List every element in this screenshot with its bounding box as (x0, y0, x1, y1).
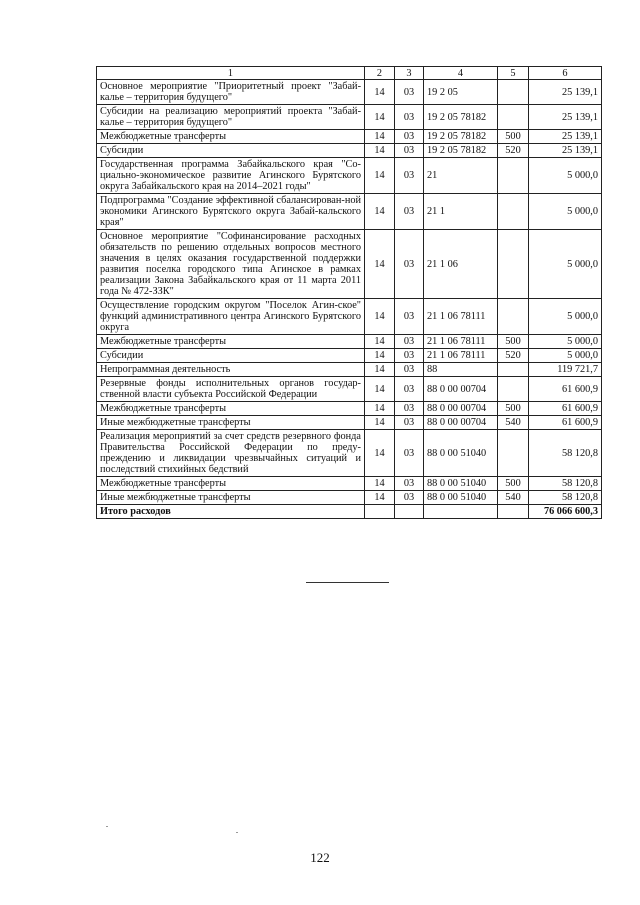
row-sum-cell: 5 000,0 (529, 230, 602, 299)
row-subsection-cell: 03 (395, 230, 424, 299)
row-subsection-cell: 03 (395, 299, 424, 335)
row-subsection-cell: 03 (395, 158, 424, 194)
header-col-6: 6 (529, 67, 602, 80)
row-name-cell: Осуществление городским округом "Поселок Агин-ское" функций административного центра Агинского Бурятского округа (97, 299, 365, 335)
row-expense-type-cell (498, 230, 529, 299)
row-sum-cell: 5 000,0 (529, 194, 602, 230)
table-row (97, 194, 602, 230)
row-target-code-cell: 21 1 06 78111 (424, 349, 498, 363)
row-subsection-cell: 03 (395, 335, 424, 349)
row-target-code-cell: 19 2 05 (424, 80, 498, 105)
total-empty-cell (365, 505, 395, 519)
row-expense-type-cell: 520 (498, 349, 529, 363)
row-section-cell: 14 (365, 363, 395, 377)
row-subsection-cell: 03 (395, 194, 424, 230)
row-subsection-cell: 03 (395, 430, 424, 477)
scan-speck (106, 826, 108, 827)
row-target-code-cell: 88 0 00 51040 (424, 430, 498, 477)
row-sum-cell: 5 000,0 (529, 335, 602, 349)
row-target-code-cell: 88 0 00 00704 (424, 377, 498, 402)
row-target-code-cell: 88 0 00 00704 (424, 416, 498, 430)
row-sum-cell: 61 600,9 (529, 416, 602, 430)
row-expense-type-cell: 500 (498, 402, 529, 416)
row-target-code-cell: 21 (424, 158, 498, 194)
row-subsection-cell: 03 (395, 363, 424, 377)
row-section-cell: 14 (365, 491, 395, 505)
row-expense-type-cell (498, 194, 529, 230)
row-sum-cell: 58 120,8 (529, 430, 602, 477)
row-expense-type-cell (498, 377, 529, 402)
row-expense-type-cell: 500 (498, 335, 529, 349)
row-section-cell: 14 (365, 377, 395, 402)
row-name-cell: Подпрограмма "Создание эффективной сбалансирован-ной экономики Агинского Бурятского округа Забай-кальского края" (97, 194, 365, 230)
row-subsection-cell: 03 (395, 402, 424, 416)
row-target-code-cell: 21 1 06 78111 (424, 335, 498, 349)
row-expense-type-cell (498, 363, 529, 377)
total-sum: 76 066 600,3 (529, 505, 602, 519)
row-target-code-cell: 88 (424, 363, 498, 377)
row-section-cell: 14 (365, 349, 395, 363)
row-section-cell: 14 (365, 194, 395, 230)
row-target-code-cell: 19 2 05 78182 (424, 105, 498, 130)
separator-line (306, 582, 389, 583)
table-row (97, 477, 602, 491)
row-expense-type-cell (498, 105, 529, 130)
row-target-code-cell: 88 0 00 00704 (424, 402, 498, 416)
table-header-row (97, 67, 602, 80)
header-col-4: 4 (424, 67, 498, 80)
row-subsection-cell: 03 (395, 105, 424, 130)
row-sum-cell: 25 139,1 (529, 80, 602, 105)
total-empty-cell (424, 505, 498, 519)
row-expense-type-cell (498, 299, 529, 335)
row-expense-type-cell (498, 430, 529, 477)
row-target-code-cell: 21 1 06 78111 (424, 299, 498, 335)
row-name-cell: Непрограммная деятельность (97, 363, 365, 377)
row-expense-type-cell: 520 (498, 144, 529, 158)
row-name-cell: Субсидии на реализацию мероприятий проекта "Забай-калье – территория будущего" (97, 105, 365, 130)
row-sum-cell: 5 000,0 (529, 158, 602, 194)
row-section-cell: 14 (365, 402, 395, 416)
row-name-cell: Субсидии (97, 144, 365, 158)
table-row (97, 80, 602, 105)
table-row (97, 349, 602, 363)
row-section-cell: 14 (365, 430, 395, 477)
row-section-cell: 14 (365, 230, 395, 299)
row-target-code-cell: 19 2 05 78182 (424, 130, 498, 144)
row-expense-type-cell: 500 (498, 130, 529, 144)
row-section-cell: 14 (365, 144, 395, 158)
table-row (97, 299, 602, 335)
row-sum-cell: 61 600,9 (529, 402, 602, 416)
table-row (97, 363, 602, 377)
row-name-cell: Резервные фонды исполнительных органов государ-ственной власти субъекта Российской Федерации (97, 377, 365, 402)
total-label: Итого расходов (97, 505, 365, 519)
budget-table (96, 66, 602, 519)
row-section-cell: 14 (365, 335, 395, 349)
table-row (97, 430, 602, 477)
row-name-cell: Иные межбюджетные трансферты (97, 491, 365, 505)
row-target-code-cell: 21 1 (424, 194, 498, 230)
row-sum-cell: 25 139,1 (529, 105, 602, 130)
table-row (97, 230, 602, 299)
row-section-cell: 14 (365, 105, 395, 130)
total-empty-cell (498, 505, 529, 519)
table-row (97, 105, 602, 130)
header-col-5: 5 (498, 67, 529, 80)
row-section-cell: 14 (365, 80, 395, 105)
row-section-cell: 14 (365, 158, 395, 194)
row-expense-type-cell (498, 80, 529, 105)
row-name-cell: Межбюджетные трансферты (97, 402, 365, 416)
header-col-3: 3 (395, 67, 424, 80)
row-expense-type-cell (498, 158, 529, 194)
table-row (97, 335, 602, 349)
row-sum-cell: 119 721,7 (529, 363, 602, 377)
row-subsection-cell: 03 (395, 416, 424, 430)
row-section-cell: 14 (365, 130, 395, 144)
table-row (97, 130, 602, 144)
row-expense-type-cell: 540 (498, 416, 529, 430)
row-subsection-cell: 03 (395, 80, 424, 105)
row-subsection-cell: 03 (395, 491, 424, 505)
row-subsection-cell: 03 (395, 349, 424, 363)
table-row (97, 158, 602, 194)
row-name-cell: Иные межбюджетные трансферты (97, 416, 365, 430)
scan-speck (236, 832, 238, 833)
row-sum-cell: 61 600,9 (529, 377, 602, 402)
row-subsection-cell: 03 (395, 130, 424, 144)
row-subsection-cell: 03 (395, 144, 424, 158)
row-section-cell: 14 (365, 299, 395, 335)
row-sum-cell: 5 000,0 (529, 299, 602, 335)
table-body (97, 80, 602, 519)
row-section-cell: 14 (365, 416, 395, 430)
row-name-cell: Основное мероприятие "Приоритетный проект "Забай-кальe – территория будущего" (97, 80, 365, 105)
row-name-cell: Межбюджетные трансферты (97, 335, 365, 349)
row-name-cell: Межбюджетные трансферты (97, 477, 365, 491)
header-col-1: 1 (97, 67, 365, 80)
total-empty-cell (395, 505, 424, 519)
row-sum-cell: 58 120,8 (529, 491, 602, 505)
table-row (97, 144, 602, 158)
row-name-cell: Реализация мероприятий за счет средств резервного фонда Правительства Российской Федерации по преду-преждению и ликвидации чрезвычайных ситуаций и последствий стихийных бедствий (97, 430, 365, 477)
row-name-cell: Основное мероприятие "Софинансирование расходных обязательств по решению отдельных вопросов местного значения в целях оказания государственной поддержки развития поселка городского типа Агинское в рамках реализации Закона Забайкальского края от 11 марта 2011 года № 472-ЗЗК" (97, 230, 365, 299)
row-sum-cell: 25 139,1 (529, 130, 602, 144)
row-name-cell: Государственная программа Забайкальского края "Со-циально-экономическое развитие Агинского Бурятского округа Забайкальского края на 2014–2021 годы" (97, 158, 365, 194)
row-section-cell: 14 (365, 477, 395, 491)
row-subsection-cell: 03 (395, 477, 424, 491)
row-sum-cell: 25 139,1 (529, 144, 602, 158)
row-sum-cell: 58 120,8 (529, 477, 602, 491)
table-row (97, 402, 602, 416)
total-row (97, 505, 602, 519)
row-target-code-cell: 21 1 06 (424, 230, 498, 299)
row-expense-type-cell: 500 (498, 477, 529, 491)
table-row (97, 416, 602, 430)
row-expense-type-cell: 540 (498, 491, 529, 505)
row-sum-cell: 5 000,0 (529, 349, 602, 363)
row-subsection-cell: 03 (395, 377, 424, 402)
table-row (97, 377, 602, 402)
row-name-cell: Субсидии (97, 349, 365, 363)
header-col-2: 2 (365, 67, 395, 80)
table-row (97, 491, 602, 505)
row-target-code-cell: 88 0 00 51040 (424, 477, 498, 491)
page-number: 122 (310, 850, 330, 865)
row-target-code-cell: 19 2 05 78182 (424, 144, 498, 158)
row-name-cell: Межбюджетные трансферты (97, 130, 365, 144)
row-target-code-cell: 88 0 00 51040 (424, 491, 498, 505)
